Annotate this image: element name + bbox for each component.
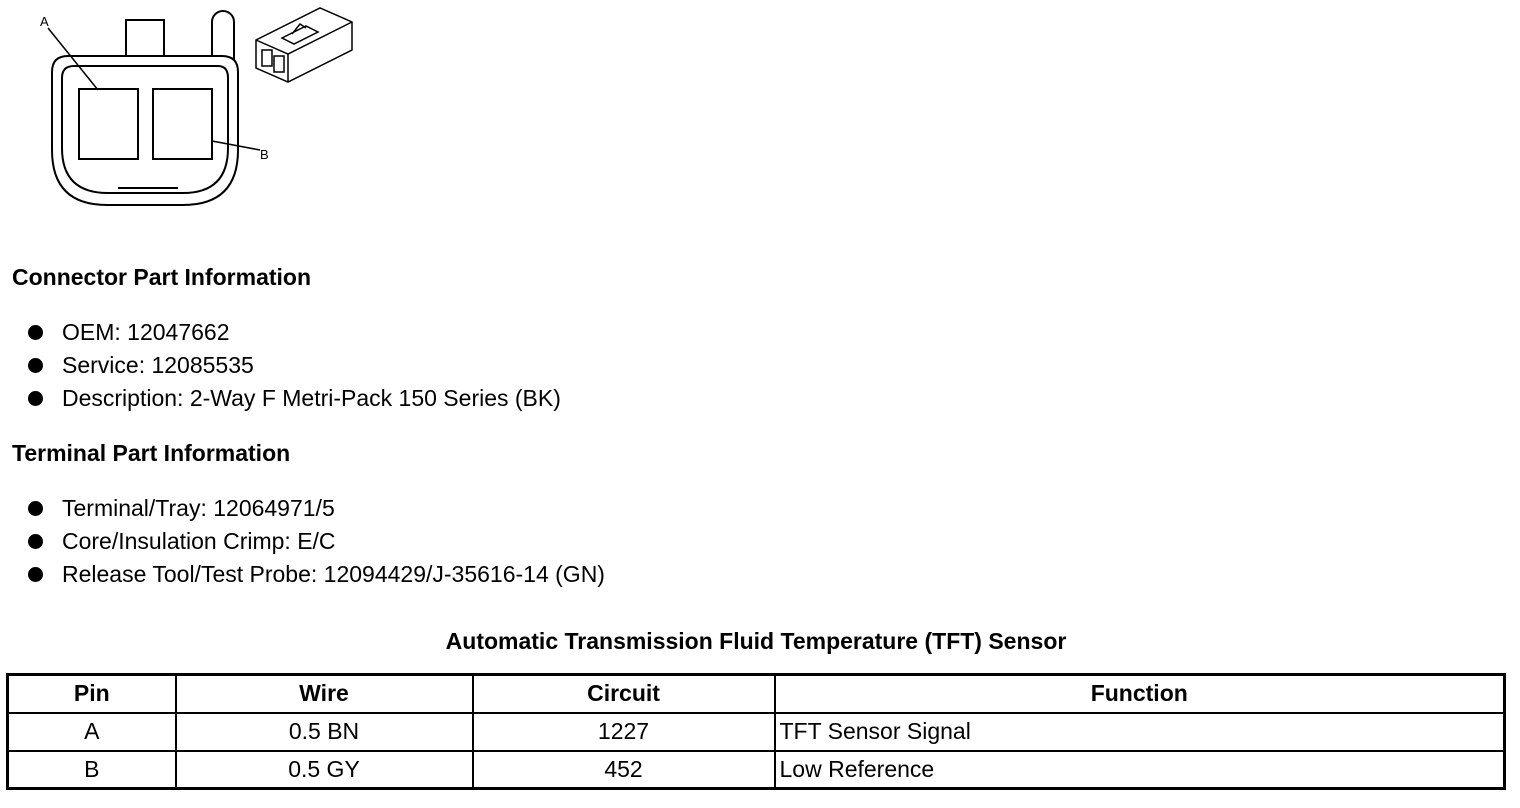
pin-label-b: B	[260, 147, 269, 162]
pin-table	[6, 673, 1506, 790]
header-function: Function	[775, 675, 1505, 713]
cell-pin: B	[8, 751, 176, 789]
table-row	[8, 713, 1505, 751]
cell-function: Low Reference	[775, 751, 1505, 789]
terminal-cavity-b	[153, 89, 212, 159]
connector-info-heading: Connector Part Information	[12, 264, 312, 290]
table-header-row	[8, 675, 1505, 713]
terminal-info-heading: Terminal Part Information	[12, 440, 291, 466]
cell-circuit: 1227	[473, 713, 775, 751]
list-item: OEM: 12047662	[28, 316, 561, 349]
header-wire: Wire	[176, 675, 473, 713]
list-item: Service: 12085535	[28, 349, 561, 382]
bullet-icon	[28, 534, 43, 549]
bullet-icon	[28, 325, 43, 340]
table-title: Automatic Transmission Fluid Temperature (TFT) Sensor	[445, 628, 1067, 654]
list-item: Terminal/Tray: 12064971/5	[28, 492, 605, 525]
bullet-icon	[28, 567, 43, 582]
cell-pin: A	[8, 713, 176, 751]
list-item: Release Tool/Test Probe: 12094429/J-35616-14 (GN)	[28, 558, 605, 591]
list-item: Description: 2-Way F Metri-Pack 150 Series (BK)	[28, 382, 561, 415]
terminal-info-list	[28, 492, 605, 591]
connector-diagram	[0, 0, 380, 215]
cell-wire: 0.5 GY	[176, 751, 473, 789]
cell-circuit: 452	[473, 751, 775, 789]
list-item: Core/Insulation Crimp: E/C	[28, 525, 605, 558]
bullet-icon	[28, 391, 43, 406]
connector-info-list	[28, 316, 561, 415]
pin-label-a: A	[40, 14, 49, 29]
connector-top-tab	[126, 20, 164, 56]
connector-isometric-view	[256, 8, 352, 82]
header-pin: Pin	[8, 675, 176, 713]
header-circuit: Circuit	[473, 675, 775, 713]
cell-function: TFT Sensor Signal	[775, 713, 1505, 751]
bullet-icon	[28, 501, 43, 516]
table-row	[8, 751, 1505, 789]
bullet-icon	[28, 358, 43, 373]
cell-wire: 0.5 BN	[176, 713, 473, 751]
terminal-cavity-a	[79, 89, 138, 159]
